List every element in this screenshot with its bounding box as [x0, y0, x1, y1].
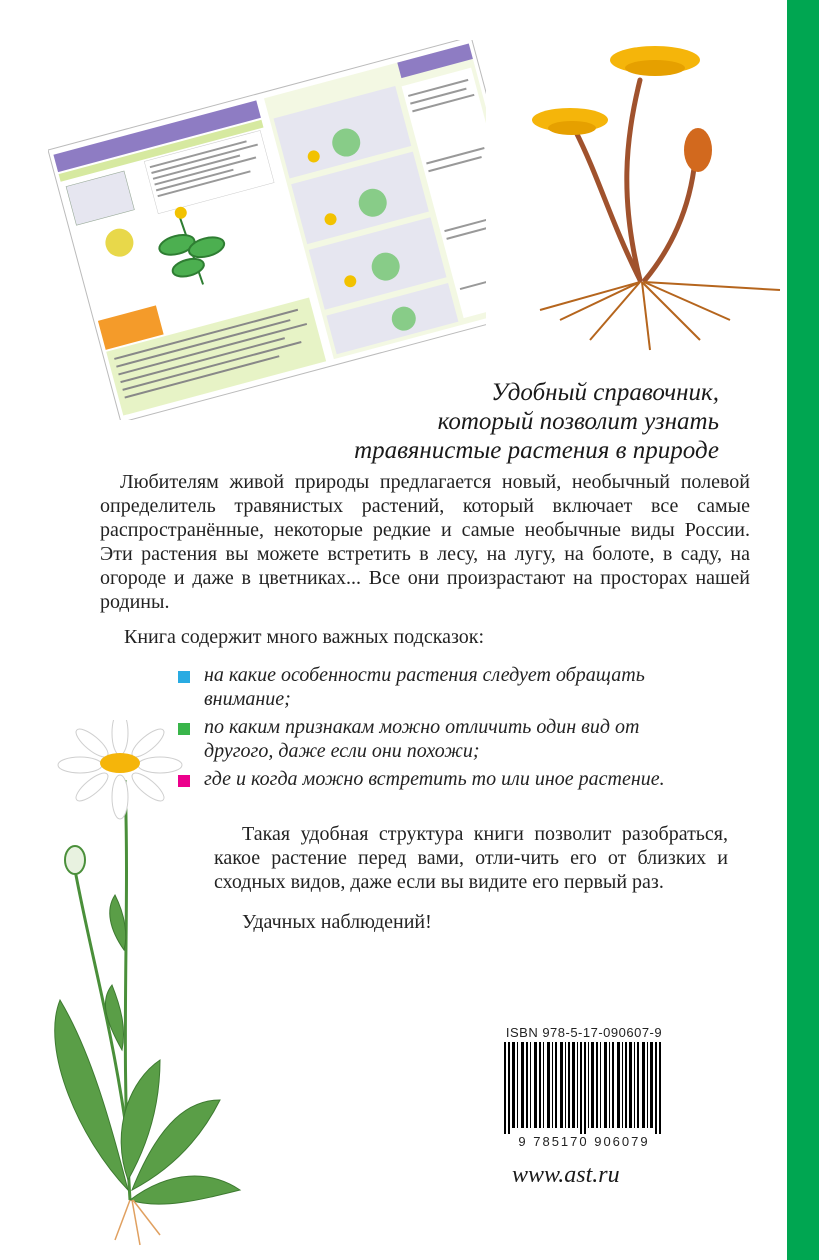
- intro-text: Любителям живой природы предлагается новый, необычный полевой определитель травянистых растений, который включает все самые распространённые, некоторые редкие и самые необычные виды России. Эти растения вы можете встретить в лесу, на лугу, на болоте, в саду, на огороде и даже в цветниках... Все они произрастают на просторах нашей родины.: [100, 471, 750, 613]
- cyan-square-bullet-icon: [178, 671, 190, 683]
- spread-illustration: [48, 40, 486, 420]
- daisy-illustration: [20, 720, 260, 1250]
- hint-item: [178, 663, 698, 711]
- barcode-icon: [494, 1042, 674, 1134]
- book-spread-preview: [48, 40, 486, 420]
- tagline-line-2: который позволит узнать: [437, 408, 719, 435]
- green-side-stripe: [787, 0, 819, 1260]
- hint-text: где и когда можно встретить то или иное растение.: [204, 768, 665, 790]
- tagline-line-3: травянистые растения в природе: [354, 437, 719, 464]
- barcode-block: [494, 1025, 674, 1149]
- closing-text: Такая удобная структура книги позволит разобраться, какое растение перед вами, отли-чить его от близких и сходных видов, даже если вы видите его первый раз.: [214, 823, 728, 893]
- hint-text: по каким признакам можно отличить один вид от другого, даже если они похожи;: [204, 716, 640, 762]
- intro-paragraph: [100, 470, 750, 614]
- tagline: [259, 378, 719, 465]
- coltsfoot-illustration: [530, 20, 790, 360]
- thanks-line: Удачных наблюдений!: [242, 911, 432, 933]
- isbn-label: ISBN 978-5-17-090607-9: [505, 1025, 663, 1040]
- website-url: www.ast.ru: [512, 1162, 620, 1188]
- closing-paragraph: [214, 822, 728, 894]
- hints-intro: Книга содержит много важных подсказок:: [124, 626, 485, 648]
- tagline-line-1: Удобный справочник,: [491, 379, 719, 406]
- hint-text: на какие особенности растения следует обращать внимание;: [204, 664, 645, 710]
- barcode-digits: 9 785170 906079: [518, 1134, 650, 1149]
